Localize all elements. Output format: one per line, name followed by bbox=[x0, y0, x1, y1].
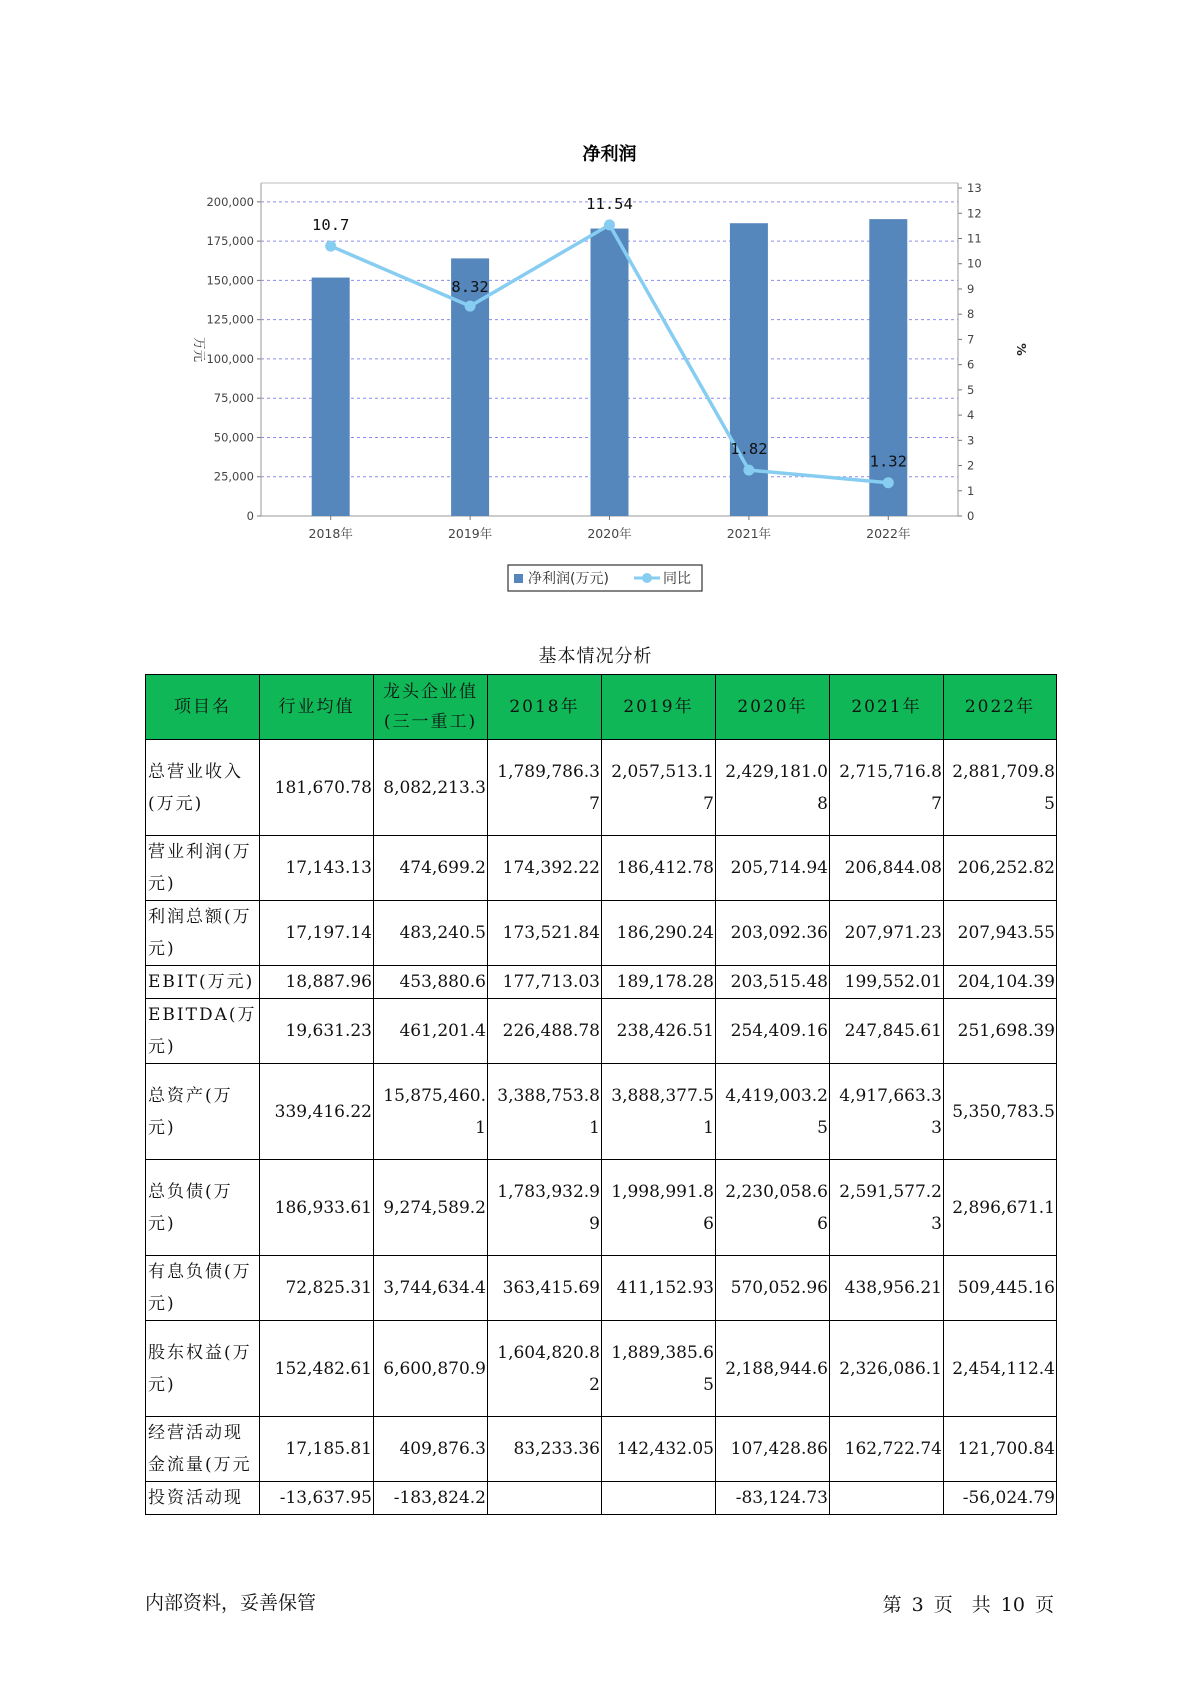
data-label: 10.7 bbox=[312, 216, 350, 235]
data-label: 1.82 bbox=[730, 440, 768, 459]
value-cell: 3,388,753.81 bbox=[488, 1064, 602, 1160]
header-cell: 2018年 bbox=[488, 675, 602, 740]
row-label-cell: 总资产(万元) bbox=[146, 1064, 260, 1160]
header-cell: 2021年 bbox=[830, 675, 944, 740]
row-label-cell: 利润总额(万元) bbox=[146, 901, 260, 966]
header-cell: 行业均值 bbox=[260, 675, 374, 740]
value-cell: 152,482.61 bbox=[260, 1321, 374, 1417]
value-cell: 18,887.96 bbox=[260, 966, 374, 999]
value-cell: 4,419,003.25 bbox=[716, 1064, 830, 1160]
y-tick-label: 150,000 bbox=[206, 273, 254, 288]
x-tick-label: 2021年 bbox=[726, 526, 772, 541]
y-axis-label: 万元 bbox=[192, 336, 207, 363]
value-cell: 570,052.96 bbox=[716, 1256, 830, 1321]
y-tick-label: 175,000 bbox=[206, 234, 254, 249]
value-cell: 207,971.23 bbox=[830, 901, 944, 966]
value-cell: 3,744,634.4 bbox=[374, 1256, 488, 1321]
value-cell: 1,789,786.37 bbox=[488, 740, 602, 836]
value-cell: 199,552.01 bbox=[830, 966, 944, 999]
footer-confidential-note: 内部资料，妥善保管 bbox=[145, 1592, 317, 1614]
value-cell: 247,845.61 bbox=[830, 999, 944, 1064]
value-cell: 174,392.22 bbox=[488, 836, 602, 901]
header-cell: 2020年 bbox=[716, 675, 830, 740]
table-row bbox=[146, 1482, 1057, 1515]
value-cell: 5,350,783.5 bbox=[944, 1064, 1057, 1160]
table-row bbox=[146, 1321, 1057, 1417]
value-cell: 173,521.84 bbox=[488, 901, 602, 966]
value-cell: 509,445.16 bbox=[944, 1256, 1057, 1321]
bar bbox=[312, 278, 350, 516]
y2-tick-label: 4 bbox=[967, 408, 975, 423]
y-tick-label: 100,000 bbox=[206, 351, 254, 366]
value-cell: 474,699.2 bbox=[374, 836, 488, 901]
table-row bbox=[146, 999, 1057, 1064]
value-cell: 186,412.78 bbox=[602, 836, 716, 901]
data-label: 11.54 bbox=[586, 194, 633, 213]
value-cell: 186,290.24 bbox=[602, 901, 716, 966]
value-cell: 186,933.61 bbox=[260, 1160, 374, 1256]
value-cell: -83,124.73 bbox=[716, 1482, 830, 1515]
table-title: 基本情况分析 bbox=[538, 646, 653, 667]
data-label: 1.32 bbox=[869, 452, 907, 471]
legend-bar-label: 净利润(万元) bbox=[528, 571, 609, 587]
value-cell: 251,698.39 bbox=[944, 999, 1057, 1064]
value-cell: 2,591,577.23 bbox=[830, 1160, 944, 1256]
table-row bbox=[146, 966, 1057, 999]
value-cell: 203,092.36 bbox=[716, 901, 830, 966]
value-cell: 72,825.31 bbox=[260, 1256, 374, 1321]
value-cell: -13,637.95 bbox=[260, 1482, 374, 1515]
y2-tick-label: 2 bbox=[967, 458, 975, 473]
row-label-cell: EBIT(万元) bbox=[146, 966, 260, 999]
y2-tick-label: 0 bbox=[967, 509, 975, 523]
y2-tick-label: 11 bbox=[967, 231, 982, 246]
value-cell: 238,426.51 bbox=[602, 999, 716, 1064]
x-tick-label: 2018年 bbox=[308, 526, 353, 541]
value-cell: 483,240.5 bbox=[374, 901, 488, 966]
value-cell: 9,274,589.2 bbox=[374, 1160, 488, 1256]
table-row bbox=[146, 1160, 1057, 1256]
row-label-cell: 投资活动现 bbox=[146, 1482, 260, 1515]
value-cell: 162,722.74 bbox=[830, 1417, 944, 1482]
footer-page-number: 第 3 页 共 10 页 bbox=[882, 1594, 1054, 1616]
y2-tick-label: 13 bbox=[967, 181, 982, 196]
value-cell: 363,415.69 bbox=[488, 1256, 602, 1321]
y2-tick-label: 1 bbox=[967, 483, 975, 498]
row-label-cell: 经营活动现金流量(万元 bbox=[146, 1417, 260, 1482]
value-cell: 438,956.21 bbox=[830, 1256, 944, 1321]
value-cell: 177,713.03 bbox=[488, 966, 602, 999]
value-cell: 121,700.84 bbox=[944, 1417, 1057, 1482]
value-cell: 2,057,513.17 bbox=[602, 740, 716, 836]
value-cell bbox=[488, 1482, 602, 1515]
line-point bbox=[465, 301, 476, 312]
header-cell: 龙头企业值(三一重工) bbox=[374, 675, 488, 740]
line-point bbox=[325, 241, 336, 252]
y-tick-label: 200,000 bbox=[206, 194, 254, 209]
value-cell: 206,844.08 bbox=[830, 836, 944, 901]
value-cell: 1,889,385.65 bbox=[602, 1321, 716, 1417]
data-label: 8.32 bbox=[451, 278, 489, 297]
bar bbox=[869, 219, 907, 516]
value-cell: 411,152.93 bbox=[602, 1256, 716, 1321]
table-row bbox=[146, 901, 1057, 966]
table-row bbox=[146, 1064, 1057, 1160]
x-tick-label: 2022年 bbox=[866, 526, 911, 541]
legend-line-label: 同比 bbox=[663, 571, 691, 587]
bar bbox=[591, 229, 629, 516]
header-cell: 2019年 bbox=[602, 675, 716, 740]
value-cell: 203,515.48 bbox=[716, 966, 830, 999]
value-cell: 2,896,671.1 bbox=[944, 1160, 1057, 1256]
value-cell: 6,600,870.9 bbox=[374, 1321, 488, 1417]
value-cell: 2,454,112.4 bbox=[944, 1321, 1057, 1417]
y2-tick-label: 3 bbox=[967, 433, 975, 448]
x-tick-label: 2019年 bbox=[447, 526, 493, 541]
value-cell: 4,917,663.33 bbox=[830, 1064, 944, 1160]
value-cell: 2,881,709.85 bbox=[944, 740, 1057, 836]
value-cell: 17,143.13 bbox=[260, 836, 374, 901]
value-cell: 453,880.6 bbox=[374, 966, 488, 999]
value-cell: 19,631.23 bbox=[260, 999, 374, 1064]
value-cell: 206,252.82 bbox=[944, 836, 1057, 901]
y2-tick-label: 10 bbox=[967, 256, 982, 271]
value-cell: 254,409.16 bbox=[716, 999, 830, 1064]
basic-analysis-table bbox=[145, 674, 1057, 1515]
value-cell: 339,416.22 bbox=[260, 1064, 374, 1160]
value-cell: 15,875,460.1 bbox=[374, 1064, 488, 1160]
line-point bbox=[743, 465, 754, 476]
y2-tick-label: 6 bbox=[967, 357, 975, 372]
value-cell: 181,670.78 bbox=[260, 740, 374, 836]
value-cell: 207,943.55 bbox=[944, 901, 1057, 966]
value-cell: 17,197.14 bbox=[260, 901, 374, 966]
y2-tick-label: 8 bbox=[967, 307, 975, 322]
value-cell bbox=[602, 1482, 716, 1515]
table-row bbox=[146, 836, 1057, 901]
legend-line-marker bbox=[642, 573, 652, 583]
value-cell: 461,201.4 bbox=[374, 999, 488, 1064]
y2-axis-label: % bbox=[1014, 343, 1029, 356]
y-tick-label: 0 bbox=[246, 509, 254, 523]
row-label-cell: 营业利润(万元) bbox=[146, 836, 260, 901]
y2-tick-label: 7 bbox=[967, 332, 975, 347]
y-tick-label: 125,000 bbox=[206, 312, 254, 327]
row-label-cell: 股东权益(万元) bbox=[146, 1321, 260, 1417]
value-cell: -183,824.2 bbox=[374, 1482, 488, 1515]
value-cell: 1,998,991.86 bbox=[602, 1160, 716, 1256]
value-cell: 17,185.81 bbox=[260, 1417, 374, 1482]
value-cell: 107,428.86 bbox=[716, 1417, 830, 1482]
net-profit-chart bbox=[0, 0, 1191, 600]
legend-bar-swatch bbox=[514, 574, 523, 583]
header-cell: 2022年 bbox=[944, 675, 1057, 740]
value-cell: 2,715,716.87 bbox=[830, 740, 944, 836]
value-cell: 2,326,086.1 bbox=[830, 1321, 944, 1417]
value-cell: 204,104.39 bbox=[944, 966, 1057, 999]
header-cell: 项目名 bbox=[146, 675, 260, 740]
value-cell: 83,233.36 bbox=[488, 1417, 602, 1482]
value-cell: 2,429,181.08 bbox=[716, 740, 830, 836]
value-cell: 409,876.3 bbox=[374, 1417, 488, 1482]
x-tick-label: 2020年 bbox=[587, 526, 632, 541]
chart-title: 净利润 bbox=[582, 144, 637, 165]
table-row bbox=[146, 740, 1057, 836]
table-row bbox=[146, 1417, 1057, 1482]
row-label-cell: 总负债(万元) bbox=[146, 1160, 260, 1256]
table-row bbox=[146, 1256, 1057, 1321]
y2-tick-label: 12 bbox=[967, 206, 982, 221]
value-cell: -56,024.79 bbox=[944, 1482, 1057, 1515]
value-cell: 205,714.94 bbox=[716, 836, 830, 901]
line-point bbox=[883, 477, 894, 488]
row-label-cell: EBITDA(万元) bbox=[146, 999, 260, 1064]
y-tick-label: 75,000 bbox=[213, 391, 254, 406]
value-cell: 142,432.05 bbox=[602, 1417, 716, 1482]
value-cell: 8,082,213.3 bbox=[374, 740, 488, 836]
value-cell: 189,178.28 bbox=[602, 966, 716, 999]
row-label-cell: 总营业收入(万元) bbox=[146, 740, 260, 836]
y2-tick-label: 5 bbox=[967, 382, 975, 397]
value-cell: 2,188,944.6 bbox=[716, 1321, 830, 1417]
value-cell: 226,488.78 bbox=[488, 999, 602, 1064]
y-tick-label: 25,000 bbox=[213, 469, 254, 484]
line-point bbox=[604, 219, 615, 230]
table-header-row bbox=[146, 675, 1057, 740]
y-tick-label: 50,000 bbox=[213, 430, 254, 445]
value-cell bbox=[830, 1482, 944, 1515]
value-cell: 2,230,058.66 bbox=[716, 1160, 830, 1256]
value-cell: 3,888,377.51 bbox=[602, 1064, 716, 1160]
value-cell: 1,604,820.82 bbox=[488, 1321, 602, 1417]
row-label-cell: 有息负债(万元) bbox=[146, 1256, 260, 1321]
value-cell: 1,783,932.99 bbox=[488, 1160, 602, 1256]
y2-tick-label: 9 bbox=[967, 281, 975, 296]
